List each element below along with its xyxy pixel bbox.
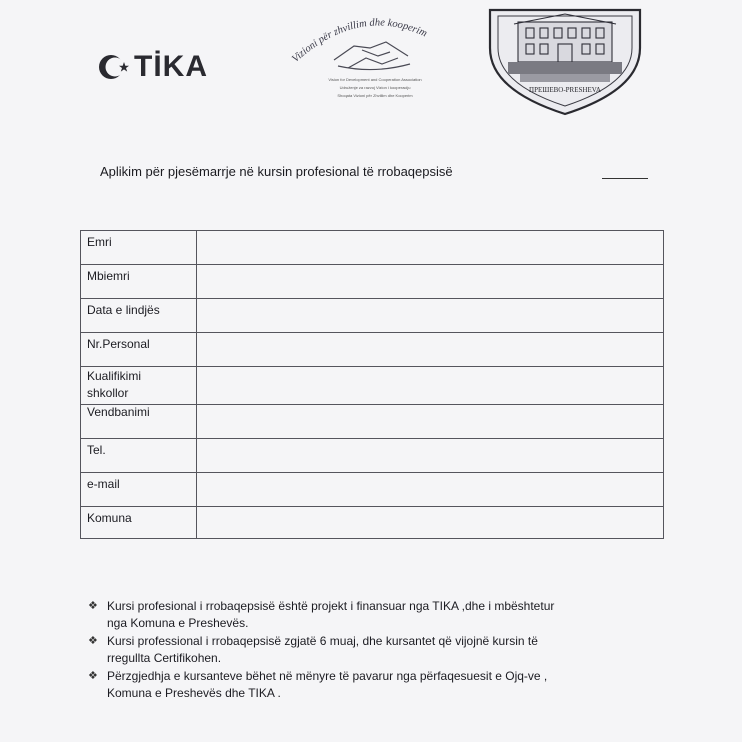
table-row [81, 439, 664, 473]
table-row [81, 367, 664, 405]
diamond-bullet-icon: ❖ [88, 600, 98, 612]
table-row [81, 231, 664, 265]
label-kualifikimi-shkollor: Kualifikimi shkollor [81, 367, 197, 405]
table-row [81, 299, 664, 333]
list-item: ❖ Kursi professional i rrobaqepsisë zgjatë 6 muaj, dhe kursantet që vijojnë kursin të rregullta Certifikohen. [88, 634, 538, 665]
field-mbiemri[interactable] [197, 265, 664, 299]
field-vendbanimi[interactable] [197, 405, 664, 439]
table-row [81, 473, 664, 507]
field-emri[interactable] [197, 231, 664, 265]
diamond-bullet-icon: ❖ [88, 635, 98, 647]
title-underline [602, 178, 648, 179]
handshake-icon [334, 42, 410, 70]
ngo-fine-print: Vision for Development and Cooperation Association Udruženje za razvoj Vizion i kooperaciju Shoqata Vizioni për Zhvillim dhe Kooperim [328, 77, 422, 98]
field-email[interactable] [197, 473, 664, 507]
table-row [81, 333, 664, 367]
label-nr-personal: Nr.Personal [81, 333, 197, 367]
municipality-crest [486, 4, 644, 116]
label-tel: Tel. [81, 439, 197, 473]
label-email: e-mail [81, 473, 197, 507]
diamond-bullet-icon: ❖ [88, 670, 98, 682]
label-emri: Emri [81, 231, 197, 265]
list-item: ❖ Përzgjedhja e kursanteve bëhet në mënyre të pavarur nga përfaqesuesit e Ojq-ve , Komuna e Preshevës dhe TIKA . [88, 669, 548, 700]
tika-wordmark: TİKA [134, 50, 208, 83]
label-vendbanimi: Vendbanimi [81, 405, 197, 439]
tika-logo [96, 50, 208, 84]
svg-text:Vizioni për zhvillim dhe koope [290, 17, 429, 64]
label-mbiemri: Mbiemri [81, 265, 197, 299]
list-item: ❖ Kursi profesional i rrobaqepsisë është projekt i finansuar nga TIKA ,dhe i mbështetur nga Komuna e Preshevës. [88, 599, 555, 630]
application-form-table [80, 230, 664, 539]
field-tel[interactable] [197, 439, 664, 473]
page-title: Aplikim për pjesëmarrje në kursin profesional të rrobaqepsisë [100, 164, 453, 179]
field-nr-personal[interactable] [197, 333, 664, 367]
table-row [81, 265, 664, 299]
field-komuna[interactable] [197, 507, 664, 539]
label-data-e-lindjes: Data e lindjës [81, 299, 197, 333]
ngo-motto: Vizioni për zhvillim dhe kooperim [290, 17, 429, 65]
field-data-e-lindjes[interactable] [197, 299, 664, 333]
crest-label: ПРЕШЕВО-PRESHEVA [529, 86, 601, 94]
label-komuna: Komuna [81, 507, 197, 539]
crescent-star-icon [96, 50, 130, 84]
notes-list [86, 598, 666, 703]
table-row [81, 507, 664, 539]
field-kualifikimi-shkollor[interactable] [197, 367, 664, 405]
table-row [81, 405, 664, 439]
